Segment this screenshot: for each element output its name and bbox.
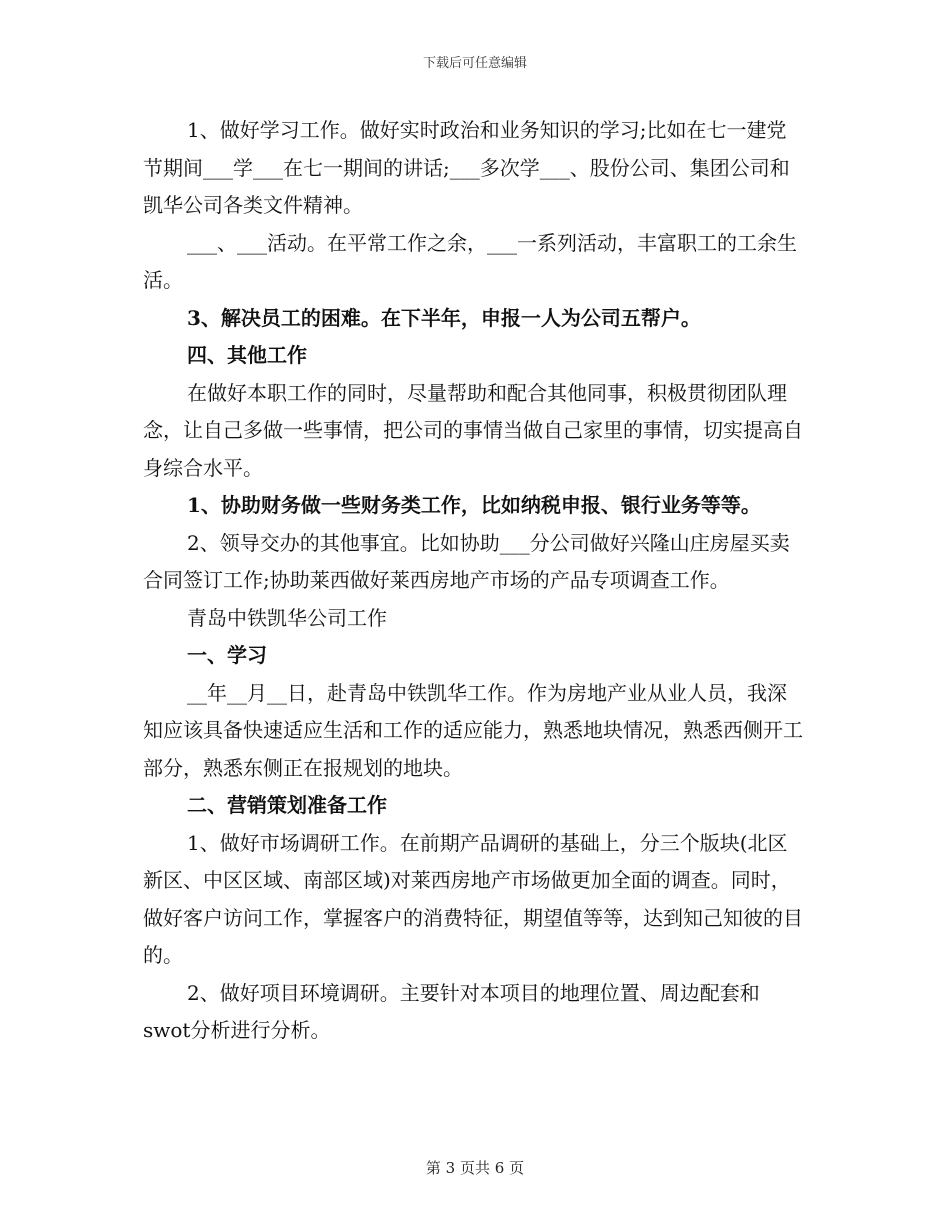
page-header: 下载后可任意编辑 xyxy=(422,56,527,71)
document-body xyxy=(143,112,803,1050)
paragraph-study-work: 1、做好学习工作。做好实时政治和业务知识的学习;比如在七一建党节期间___学___在七一期间的讲话;___多次学___、股份公司、集团公司和凯华公司各类文件精神。 xyxy=(143,118,790,217)
section-heading-marketing: 二、营销策划准备工作 xyxy=(187,793,387,817)
paragraph-arrival: __年__月__日，赴青岛中铁凯华工作。作为房地产业从业人员，我深知应该具备快速适应生活和工作的适应能力，熟悉地块情况，熟悉西侧开工部分，熟悉东侧正在报规划的地块。 xyxy=(143,680,803,780)
page-footer: 第 3 页共 6 页 xyxy=(425,1159,525,1177)
section-heading-study: 一、学习 xyxy=(187,643,267,667)
paragraph-environment-research: 2、做好项目环境调研。主要针对本项目的地理位置、周边配套和swot分析进行分析。 xyxy=(143,980,760,1042)
paragraph-leader-tasks: 2、领导交办的其他事宜。比如协助___分公司做好兴隆山庄房屋买卖合同签订工作;协助莱西做好莱西房地产市场的产品专项调查工作。 xyxy=(143,530,790,592)
section-heading-other-work: 四、其他工作 xyxy=(187,343,307,367)
paragraph-company-title: 青岛中铁凯华公司工作 xyxy=(187,605,387,630)
paragraph-assist-finance: 1、协助财务做一些财务类工作，比如纳税申报、银行业务等等。 xyxy=(187,493,761,517)
paragraph-employee-difficulties: 3、解决员工的困难。在下半年，申报一人为公司五帮户。 xyxy=(187,305,701,330)
paragraph-activities: ___、___活动。在平常工作之余，___一系列活动，丰富职工的工余生活。 xyxy=(143,230,797,292)
paragraph-teamwork: 在做好本职工作的同时，尽量帮助和配合其他同事，积极贯彻团队理念，让自己多做一些事情，把公司的事情当做自己家里的事情，切实提高自身综合水平。 xyxy=(143,380,803,480)
paragraph-market-research: 1、做好市场调研工作。在前期产品调研的基础上，分三个版块(北区新区、中区区域、南部区域)对莱西房地产市场做更加全面的调查。同时，做好客户访问工作，掌握客户的消费特征，期望值等等，达到知己知彼的目的。 xyxy=(143,830,803,967)
